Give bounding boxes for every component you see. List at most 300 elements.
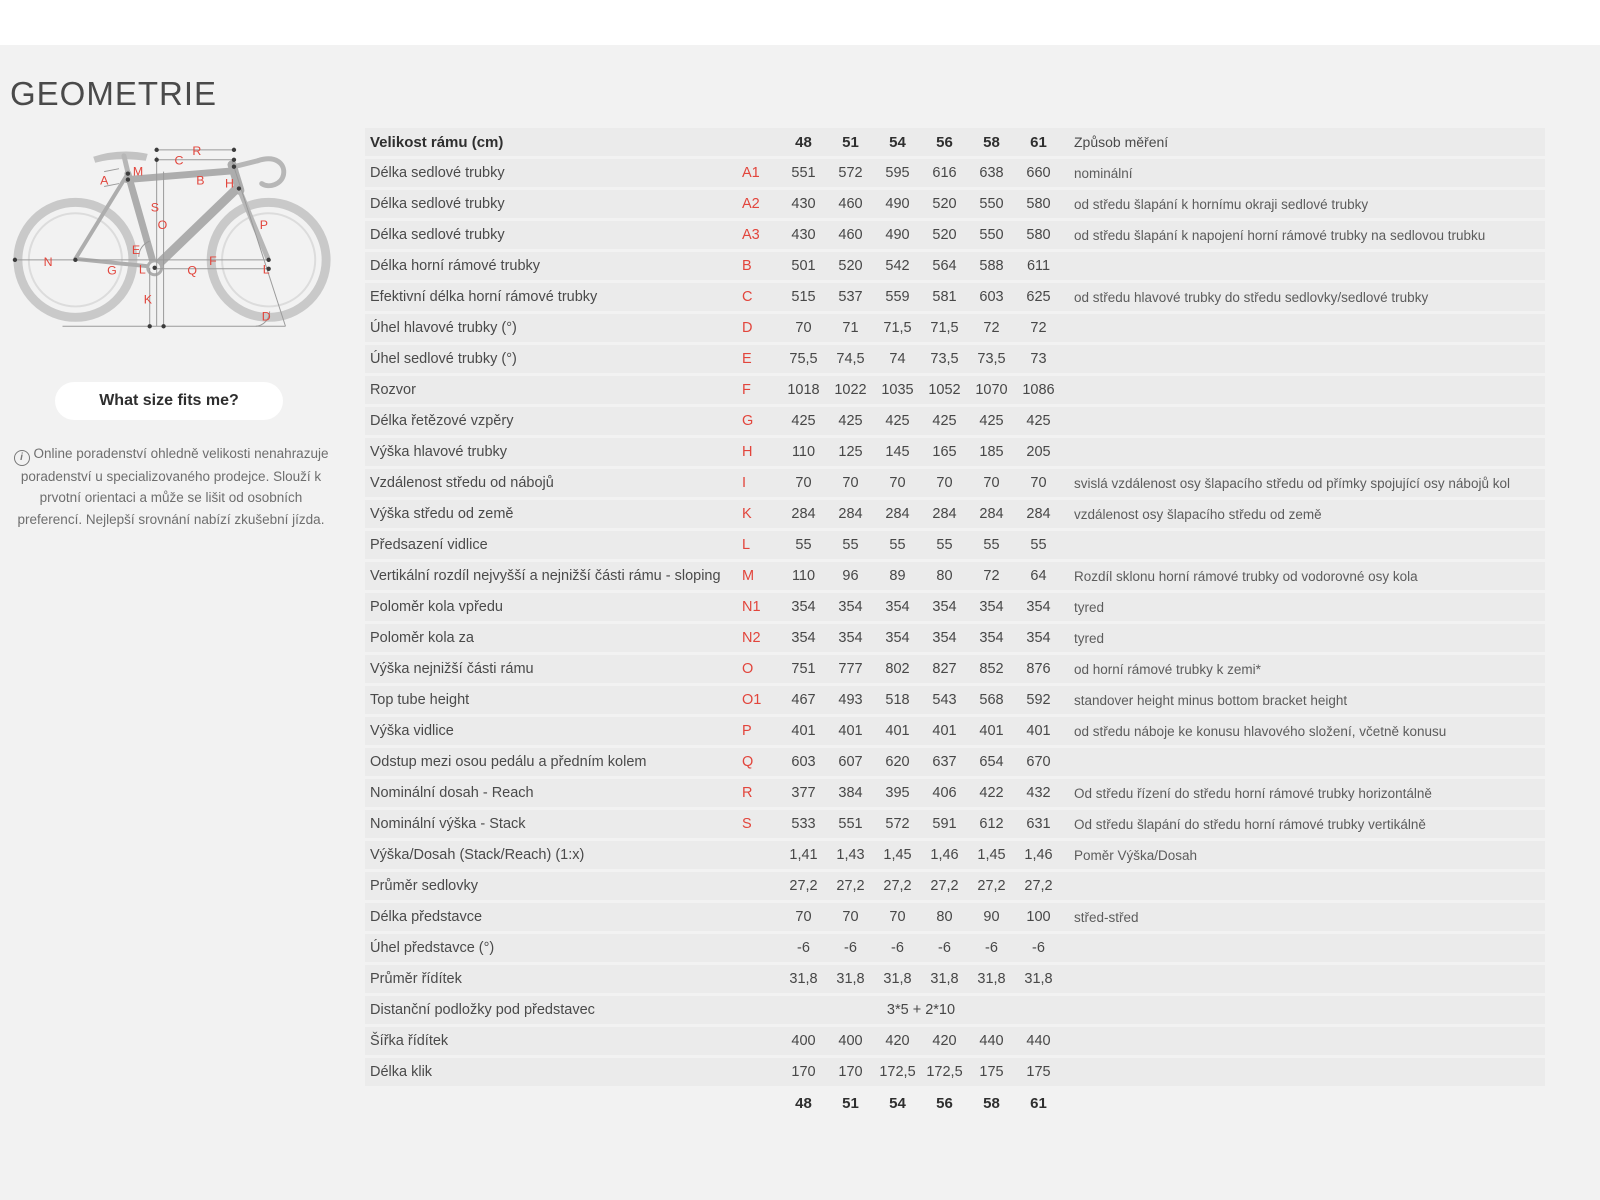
table-row	[365, 624, 1545, 652]
row-value: 354	[932, 630, 957, 646]
row-value: 1018	[787, 382, 820, 398]
row-label: Úhel představce (°)	[370, 940, 495, 956]
row-value: 1,41	[789, 847, 818, 863]
diagram-label-e: E	[131, 242, 141, 257]
row-value: 172,5	[926, 1064, 963, 1080]
row-label: Poloměr kola za	[370, 630, 474, 646]
sizing-disclaimer-text: Online poradenství ohledně velikosti nenahrazuje poradenství u specializovaného prodejce. Slouží k prvotní orientaci a může se lišit od osobních preferencí. Nejlepší srovnání nabízí zkušební jízda.	[17, 446, 329, 527]
row-value: 284	[838, 506, 863, 522]
table-row	[365, 655, 1545, 683]
row-value: 425	[791, 413, 816, 429]
row-code: A3	[742, 227, 760, 243]
row-value: 64	[1030, 568, 1047, 584]
row-value: 70	[889, 909, 906, 925]
row-value: 175	[1026, 1064, 1051, 1080]
row-value: -6	[1032, 940, 1045, 956]
row-value: 550	[979, 196, 1004, 212]
row-value: 588	[979, 258, 1004, 274]
table-rows	[365, 159, 1545, 1086]
diagram-label-l: L	[262, 262, 270, 277]
table-row	[365, 407, 1545, 435]
row-label: Délka horní rámové trubky	[370, 258, 541, 274]
row-value: 581	[932, 289, 957, 305]
row-value: -6	[797, 940, 810, 956]
row-code: R	[742, 785, 753, 801]
table-row	[365, 593, 1545, 621]
row-value: 425	[932, 413, 957, 429]
row-code: O	[742, 661, 754, 677]
row-label: Délka sedlové trubky	[370, 165, 505, 181]
row-value: 284	[791, 506, 816, 522]
row-code: A1	[742, 165, 760, 181]
row-value: 515	[791, 289, 816, 305]
row-label: Vertikální rozdíl nejvyšší a nejnižší části rámu - sloping	[370, 568, 721, 584]
row-value: 572	[838, 165, 863, 181]
header-size: 54	[889, 133, 906, 151]
what-size-fits-me-button[interactable]: What size fits me?	[55, 382, 283, 420]
row-value: 550	[979, 227, 1004, 243]
table-row	[365, 283, 1545, 311]
row-value: 354	[932, 599, 957, 615]
row-code: F	[742, 382, 751, 398]
row-value: 284	[979, 506, 1004, 522]
row-value: 1052	[928, 382, 961, 398]
row-value: 72	[983, 320, 1000, 336]
table-row	[365, 531, 1545, 559]
table-row	[365, 221, 1545, 249]
row-value: 638	[979, 165, 1004, 181]
row-note: střed-střed	[1074, 909, 1139, 925]
table-row	[365, 469, 1545, 497]
diagram-label-m: M	[132, 164, 144, 179]
row-value: 185	[979, 444, 1004, 460]
table-row	[365, 252, 1545, 280]
row-value: 518	[885, 692, 910, 708]
table-row	[365, 345, 1545, 373]
row-value: 425	[838, 413, 863, 429]
row-value: 559	[885, 289, 910, 305]
row-value: 27,2	[977, 878, 1006, 894]
row-value: 354	[791, 630, 816, 646]
row-value: 603	[791, 754, 816, 770]
row-code: O1	[742, 692, 762, 708]
row-value: 31,8	[883, 971, 912, 987]
row-code: S	[742, 816, 752, 832]
row-value: 400	[791, 1033, 816, 1049]
diagram-label-n: N	[43, 254, 53, 269]
row-value: 73,5	[930, 351, 959, 367]
row-label: Efektivní délka horní rámové trubky	[370, 289, 598, 305]
row-value: 460	[838, 196, 863, 212]
row-value: 31,8	[977, 971, 1006, 987]
row-value: 537	[838, 289, 863, 305]
row-value: 55	[842, 537, 859, 553]
row-label: Vzdálenost středu od nábojů	[370, 475, 554, 491]
row-value: 876	[1026, 661, 1051, 677]
row-value: 401	[885, 723, 910, 739]
row-value: 165	[932, 444, 957, 460]
footer-size: 54	[889, 1094, 906, 1112]
row-value: 401	[838, 723, 863, 739]
row-value: 72	[983, 568, 1000, 584]
row-label: Úhel sedlové trubky (°)	[370, 351, 517, 367]
row-value: 430	[791, 196, 816, 212]
row-label: Délka klik	[370, 1064, 433, 1080]
header-size: 56	[936, 133, 953, 151]
sizing-disclaimer	[6, 443, 336, 530]
row-value: 620	[885, 754, 910, 770]
row-value: 284	[932, 506, 957, 522]
row-value: 71,5	[930, 320, 959, 336]
row-note: od středu šlapání k napojení horní rámové trubky na sedlovou trubku	[1074, 227, 1486, 243]
row-value: 384	[838, 785, 863, 801]
row-value: 401	[979, 723, 1004, 739]
row-value: 205	[1026, 444, 1051, 460]
table-header-row	[365, 128, 1545, 156]
row-note: Od středu šlapání do středu horní rámové trubky vertikálně	[1074, 816, 1426, 832]
row-value: 73,5	[977, 351, 1006, 367]
row-value: 354	[979, 630, 1004, 646]
row-value: 467	[791, 692, 816, 708]
row-value: 425	[885, 413, 910, 429]
row-value: 70	[1030, 475, 1047, 491]
row-value: 170	[791, 1064, 816, 1080]
row-value: 284	[885, 506, 910, 522]
diagram-label-g: G	[107, 263, 117, 278]
row-value: 551	[838, 816, 863, 832]
row-label: Distanční podložky pod představec	[370, 1002, 595, 1018]
table-row	[365, 903, 1545, 931]
row-value: 493	[838, 692, 863, 708]
row-value: 73	[1030, 351, 1047, 367]
row-label: Průměr řídítek	[370, 971, 462, 987]
row-value: 827	[932, 661, 957, 677]
table-row	[365, 376, 1545, 404]
row-code: L	[742, 537, 751, 553]
header-size: 48	[795, 133, 812, 151]
row-label: Délka sedlové trubky	[370, 227, 505, 243]
row-value: 70	[889, 475, 906, 491]
row-label: Poloměr kola vpředu	[370, 599, 503, 615]
info-icon: i	[14, 450, 30, 466]
row-value: 603	[979, 289, 1004, 305]
row-label: Předsazení vidlice	[370, 537, 488, 553]
row-value: 377	[791, 785, 816, 801]
diagram-label-b: B	[196, 173, 205, 188]
row-value: 432	[1026, 785, 1051, 801]
row-value: 1086	[1022, 382, 1055, 398]
row-value: 31,8	[930, 971, 959, 987]
table-footer-row	[365, 1089, 1545, 1117]
row-note: od středu náboje ke konusu hlavového složení, včetně konusu	[1074, 723, 1447, 739]
row-label: Rozvor	[370, 382, 416, 398]
row-value: 460	[838, 227, 863, 243]
bike-geometry-diagram	[8, 117, 340, 373]
row-value: 542	[885, 258, 910, 274]
row-value: 70	[936, 475, 953, 491]
row-label: Top tube height	[370, 692, 470, 708]
row-value: -6	[985, 940, 998, 956]
row-label: Výška středu od země	[370, 506, 514, 522]
row-value: 354	[1026, 599, 1051, 615]
diagram-label-k: K	[143, 292, 153, 307]
row-value: 80	[936, 909, 953, 925]
row-value: 55	[983, 537, 1000, 553]
table-row	[365, 841, 1545, 869]
diagram-label-c: C	[174, 153, 184, 168]
row-value: 611	[1026, 258, 1051, 274]
row-value: 31,8	[1024, 971, 1053, 987]
row-value: 100	[1026, 909, 1051, 925]
row-code: B	[742, 258, 752, 274]
header-size: 58	[983, 133, 1000, 151]
row-value: 70	[795, 475, 812, 491]
header-sizes	[780, 134, 1062, 151]
table-row	[365, 1058, 1545, 1086]
row-note: Poměr Výška/Dosah	[1074, 847, 1198, 863]
row-code: D	[742, 320, 753, 336]
row-value: 70	[795, 320, 812, 336]
row-value: 354	[885, 599, 910, 615]
row-value: 354	[838, 630, 863, 646]
top-white-bar	[0, 0, 1600, 45]
row-value: 490	[885, 227, 910, 243]
row-value: 607	[838, 754, 863, 770]
row-label: Výška/Dosah (Stack/Reach) (1:x)	[370, 847, 585, 863]
row-value: 660	[1026, 165, 1051, 181]
diagram-label-f: F	[209, 253, 217, 268]
table-row	[365, 872, 1545, 900]
row-code: E	[742, 351, 752, 367]
row-value: 1022	[834, 382, 867, 398]
header-note: Způsob měření	[1074, 134, 1169, 150]
row-value: -6	[938, 940, 951, 956]
row-value: 568	[979, 692, 1004, 708]
row-value: 533	[791, 816, 816, 832]
row-value: 354	[885, 630, 910, 646]
row-label: Úhel hlavové trubky (°)	[370, 320, 517, 336]
row-value: 125	[838, 444, 863, 460]
row-value: 354	[1026, 630, 1051, 646]
row-value: 27,2	[930, 878, 959, 894]
row-value: 612	[979, 816, 1004, 832]
row-value: 400	[838, 1033, 863, 1049]
table-row	[365, 748, 1545, 776]
row-value: 145	[885, 444, 910, 460]
row-note: od horní rámové trubky k zemi*	[1074, 661, 1261, 677]
row-value: 420	[932, 1033, 957, 1049]
row-value: 670	[1026, 754, 1051, 770]
row-value: 354	[791, 599, 816, 615]
row-label: Výška hlavové trubky	[370, 444, 508, 460]
row-value: 27,2	[1024, 878, 1053, 894]
row-value: 89	[889, 568, 906, 584]
row-label: Šířka řídítek	[370, 1033, 449, 1049]
row-value: 27,2	[836, 878, 865, 894]
diagram-label-d: D	[261, 309, 271, 324]
row-value: 75,5	[789, 351, 818, 367]
row-value: 440	[979, 1033, 1004, 1049]
row-value: 420	[885, 1033, 910, 1049]
table-row	[365, 686, 1545, 714]
row-label: Nominální výška - Stack	[370, 816, 526, 832]
row-label: Výška nejnižší části rámu	[370, 661, 534, 677]
row-value: 501	[791, 258, 816, 274]
row-value: 625	[1026, 289, 1051, 305]
row-value: 90	[983, 909, 1000, 925]
row-value: 802	[885, 661, 910, 677]
table-row	[365, 965, 1545, 993]
header-label: Velikost rámu (cm)	[370, 133, 504, 151]
row-value: 401	[932, 723, 957, 739]
page-title: GEOMETRIE	[10, 75, 218, 113]
row-value: 70	[795, 909, 812, 925]
row-value: 110	[791, 444, 816, 460]
row-value: 572	[885, 816, 910, 832]
row-value: 284	[1026, 506, 1051, 522]
row-label: Průměr sedlovky	[370, 878, 478, 894]
row-note: tyred	[1074, 630, 1105, 646]
row-label: Délka sedlové trubky	[370, 196, 505, 212]
row-code: A2	[742, 196, 760, 212]
table-row	[365, 159, 1545, 187]
row-value: 172,5	[879, 1064, 916, 1080]
diagram-label-h: H	[225, 176, 234, 191]
row-value: 631	[1026, 816, 1051, 832]
row-value: 1,46	[1024, 847, 1053, 863]
content-area	[0, 45, 1600, 1200]
row-value: 401	[1026, 723, 1051, 739]
row-value: 654	[979, 754, 1004, 770]
row-note: od středu hlavové trubky do středu sedlovky/sedlové trubky	[1074, 289, 1429, 305]
row-note: Rozdíl sklonu horní rámové trubky od vodorovné osy kola	[1074, 568, 1418, 584]
footer-sizes	[780, 1095, 1062, 1112]
row-code: M	[742, 568, 755, 584]
row-note: vzdálenost osy šlapacího středu od země	[1074, 506, 1322, 522]
row-value: 175	[979, 1064, 1004, 1080]
row-value: 616	[932, 165, 957, 181]
header-size: 51	[842, 133, 859, 151]
row-value: 490	[885, 196, 910, 212]
row-value: 595	[885, 165, 910, 181]
row-value: 592	[1026, 692, 1051, 708]
table-row	[365, 810, 1545, 838]
row-value: 96	[842, 568, 859, 584]
geometry-table	[365, 128, 1545, 1120]
row-value: 425	[1026, 413, 1051, 429]
row-code: K	[742, 506, 752, 522]
row-value: 31,8	[789, 971, 818, 987]
row-span-value: 3*5 + 2*10	[886, 1002, 956, 1018]
table-row	[365, 314, 1545, 342]
header-size: 61	[1030, 133, 1047, 151]
diagram-label-r: R	[192, 143, 202, 158]
row-value: 430	[791, 227, 816, 243]
row-label: Odstup mezi osou pedálu a předním kolem	[370, 754, 647, 770]
row-value: 395	[885, 785, 910, 801]
footer-size: 48	[795, 1094, 812, 1112]
row-value: 520	[932, 227, 957, 243]
row-value: 580	[1026, 196, 1051, 212]
table-row	[365, 190, 1545, 218]
row-value: 55	[1030, 537, 1047, 553]
row-value: 71	[842, 320, 859, 336]
row-value: 74,5	[836, 351, 865, 367]
row-value: 852	[979, 661, 1004, 677]
row-value: 564	[932, 258, 957, 274]
row-value: 354	[979, 599, 1004, 615]
row-value: 406	[932, 785, 957, 801]
row-value: 27,2	[789, 878, 818, 894]
row-value: 1070	[975, 382, 1008, 398]
row-code: Q	[742, 754, 754, 770]
table-row	[365, 500, 1545, 528]
row-label: Délka představce	[370, 909, 483, 925]
row-value: 1035	[881, 382, 914, 398]
row-value: 551	[791, 165, 816, 181]
diagram-label-q: Q	[187, 263, 198, 278]
row-value: 354	[838, 599, 863, 615]
row-value: 74	[889, 351, 906, 367]
row-value: 70	[983, 475, 1000, 491]
row-value: 637	[932, 754, 957, 770]
row-note: svislá vzdálenost osy šlapacího středu od přímky spojující osy nábojů kol	[1074, 475, 1510, 491]
row-value: 31,8	[836, 971, 865, 987]
footer-size: 58	[983, 1094, 1000, 1112]
row-value: 55	[936, 537, 953, 553]
diagram-label-s: S	[150, 200, 159, 215]
row-value: 70	[842, 475, 859, 491]
table-row	[365, 438, 1545, 466]
footer-size: 61	[1030, 1094, 1047, 1112]
table-row	[365, 934, 1545, 962]
row-value: 543	[932, 692, 957, 708]
diagram-label-o: O	[157, 218, 168, 233]
row-value: 440	[1026, 1033, 1051, 1049]
row-value: 1,45	[977, 847, 1006, 863]
row-value: 401	[791, 723, 816, 739]
diagram-label-p: P	[259, 218, 268, 233]
row-label: Výška vidlice	[370, 723, 454, 739]
row-code: G	[742, 413, 754, 429]
table-row	[365, 1027, 1545, 1055]
row-code: N2	[742, 630, 761, 646]
row-value: 520	[932, 196, 957, 212]
row-note: nominální	[1074, 165, 1133, 181]
table-row	[365, 779, 1545, 807]
row-value: 55	[889, 537, 906, 553]
row-value: 80	[936, 568, 953, 584]
row-value: 1,43	[836, 847, 865, 863]
row-value: 27,2	[883, 878, 912, 894]
table-row	[365, 996, 1545, 1024]
row-value: 520	[838, 258, 863, 274]
row-value: 591	[932, 816, 957, 832]
row-note: od středu šlapání k hornímu okraji sedlové trubky	[1074, 196, 1369, 212]
footer-size: 56	[936, 1094, 953, 1112]
row-note: Od středu řízení do středu horní rámové trubky horizontálně	[1074, 785, 1432, 801]
row-value: 422	[979, 785, 1004, 801]
row-label: Nominální dosah - Reach	[370, 785, 534, 801]
row-code: H	[742, 444, 753, 460]
row-value: 72	[1030, 320, 1047, 336]
row-value: 170	[838, 1064, 863, 1080]
row-value: 580	[1026, 227, 1051, 243]
row-value: 1,45	[883, 847, 912, 863]
row-value: 425	[979, 413, 1004, 429]
footer-size: 51	[842, 1094, 859, 1112]
table-row	[365, 717, 1545, 745]
